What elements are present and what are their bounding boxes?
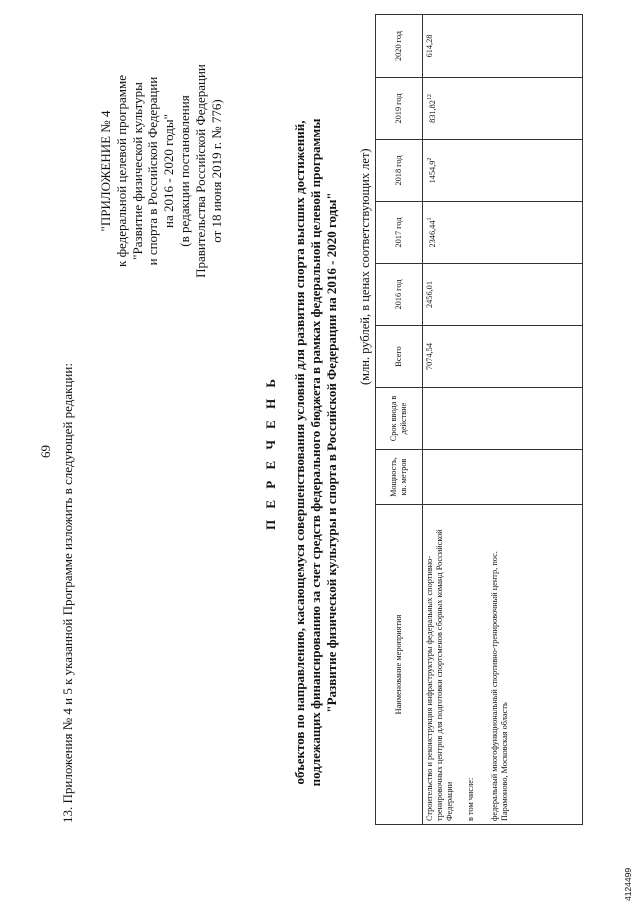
intro-paragraph: 13. Приложения № 4 и 5 к указанной Программе изложить в следующей редакции:: [60, 363, 75, 823]
row-deadline: [423, 388, 583, 450]
row-2016: 2456,01: [423, 264, 583, 326]
appendix-header: [98, 21, 224, 321]
row-name-cell: [423, 505, 583, 825]
row-2019: [423, 78, 583, 140]
table-row: [423, 15, 583, 825]
header-2019: 2019 год: [376, 78, 423, 140]
value-2019: 831,82: [427, 100, 437, 123]
appendix-line: "ПРИЛОЖЕНИЕ № 4: [98, 110, 113, 232]
header-total: Всего: [376, 326, 423, 388]
appendix-line: Правительства Российской Федерации: [192, 64, 208, 278]
units-note: (млн. рублей, в ценах соответствующих лет): [358, 148, 372, 385]
row-total: 7074,54: [423, 326, 583, 388]
header-capacity: Мощность, кв. метров: [376, 450, 423, 505]
document-title: П Е Р Е Ч Е Н Ь: [263, 374, 278, 531]
subtitle-line: "Развитие физической культуры и спорта в Российской Федерации на 2016 - 2020 годы": [324, 192, 339, 713]
row-2018: [423, 140, 583, 202]
page-number: 69: [38, 445, 53, 458]
row-capacity: [423, 450, 583, 505]
header-2017: 2017 год: [376, 202, 423, 264]
footnote-2018: 2: [427, 157, 433, 161]
footnote-2019: 12: [427, 94, 433, 101]
objects-table: [375, 14, 583, 825]
row-2017: [423, 202, 583, 264]
table-header-row: [376, 15, 423, 825]
appendix-line: на 2016 - 2020 годы": [161, 114, 177, 228]
appendix-line: "Развитие физической культуры: [129, 82, 145, 260]
appendix-line: и спорта в Российской Федерации: [145, 76, 161, 266]
row-2020: 614,28: [423, 15, 583, 78]
footnote-2017: 1: [427, 217, 433, 221]
appendix-line: к федеральной целевой программе: [113, 75, 129, 267]
value-2018: 1454,9: [427, 160, 437, 184]
header-2016: 2016 год: [376, 264, 423, 326]
header-deadline: Срок ввода в действие: [376, 388, 423, 450]
appendix-line: от 18 июня 2019 г. № 776): [208, 99, 224, 243]
subtitle-line: подлежащих финансированию за счет средств федерального бюджета в рамках федеральной целевой программы: [308, 118, 323, 787]
footer-code: 4124499: [623, 867, 633, 901]
header-2018: 2018 год: [376, 140, 423, 202]
subtitle-line: объектов по направлению, касающемуся совершенствования условий для развития спорта высших достижений,: [292, 120, 307, 785]
row-name: Строительство и реконструкция инфраструктуры федеральных спортивно-тренировочных центров для подготовки спортсменов сборных команд Российской Федерации: [425, 529, 455, 821]
header-2020: 2020 год: [376, 15, 423, 78]
header-name: Наименование мероприятия: [376, 505, 423, 825]
value-2017: 2346,44: [427, 220, 437, 248]
document-subtitle: [292, 0, 340, 905]
row-sub-label: в том числе:: [465, 777, 475, 821]
row-object: федеральный многофункциональный спортивно-тренировочный центр, пос. Парамоново, Московская область: [489, 551, 510, 821]
appendix-line: (в редакции постановления: [176, 95, 192, 247]
